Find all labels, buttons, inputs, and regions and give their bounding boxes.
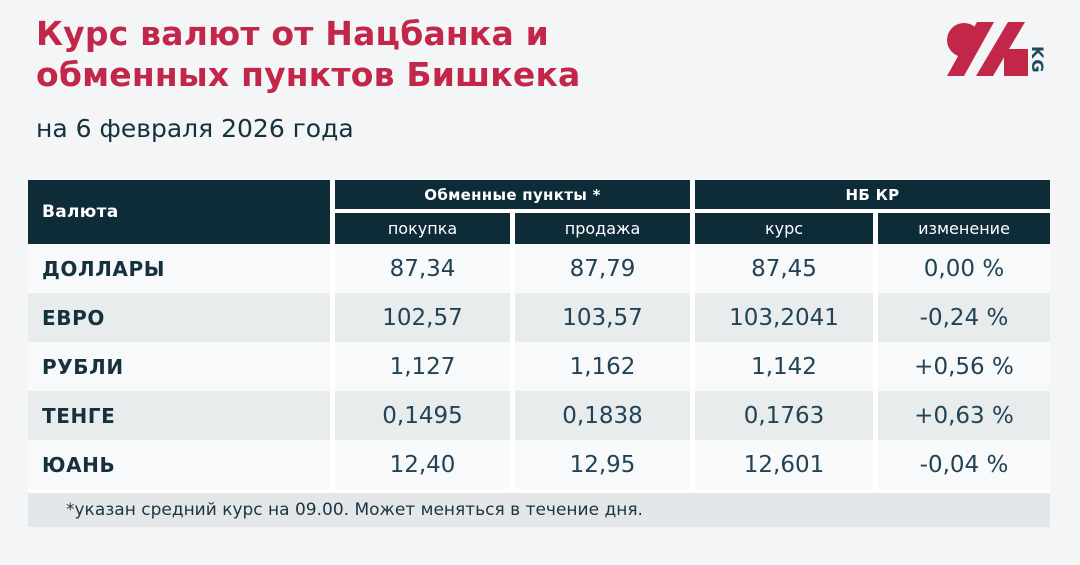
currency-table (28, 180, 1050, 527)
date-subtitle: на 6 февраля 2026 года (36, 114, 354, 143)
24kg-logo (940, 14, 1058, 84)
header-buy: покупка (335, 213, 510, 244)
header-change: изменение (878, 213, 1050, 244)
logo-24-icon (947, 22, 1028, 76)
cell-change: -0,04 % (878, 440, 1050, 489)
page-title-line1: Курс валют от Нацбанка и (36, 14, 549, 53)
cell-sell: 0,1838 (515, 391, 690, 440)
cell-currency: ЕВРО (28, 293, 330, 342)
cell-buy: 87,34 (335, 244, 510, 293)
cell-change: +0,56 % (878, 342, 1050, 391)
cell-sell: 103,57 (515, 293, 690, 342)
cell-buy: 0,1495 (335, 391, 510, 440)
header-currency: Валюта (28, 180, 330, 244)
cell-change: +0,63 % (878, 391, 1050, 440)
cell-buy: 12,40 (335, 440, 510, 489)
header-group-exchange: Обменные пункты * (335, 180, 690, 209)
cell-rate: 87,45 (695, 244, 873, 293)
page-title-line2: обменных пунктов Бишкека (36, 55, 581, 94)
cell-currency: ТЕНГЕ (28, 391, 330, 440)
cell-change: -0,24 % (878, 293, 1050, 342)
cell-rate: 103,2041 (695, 293, 873, 342)
cell-sell: 87,79 (515, 244, 690, 293)
table-body (28, 244, 1050, 493)
footnote-bar: *указан средний курс на 09.00. Может меняться в течение дня. (28, 493, 1050, 527)
cell-buy: 1,127 (335, 342, 510, 391)
cell-change: 0,00 % (878, 244, 1050, 293)
header-rate: курс (695, 213, 873, 244)
cell-sell: 1,162 (515, 342, 690, 391)
header-group-nbkr: НБ КР (695, 180, 1050, 209)
header-sell: продажа (515, 213, 690, 244)
cell-rate: 12,601 (695, 440, 873, 489)
cell-buy: 102,57 (335, 293, 510, 342)
cell-currency: ДОЛЛАРЫ (28, 244, 330, 293)
cell-rate: 0,1763 (695, 391, 873, 440)
cell-currency: ЮАНЬ (28, 440, 330, 489)
logo-kg-text: KG (1028, 46, 1047, 74)
cell-sell: 12,95 (515, 440, 690, 489)
cell-currency: РУБЛИ (28, 342, 330, 391)
cell-rate: 1,142 (695, 342, 873, 391)
table-header (28, 180, 1050, 244)
page-title (36, 13, 581, 95)
